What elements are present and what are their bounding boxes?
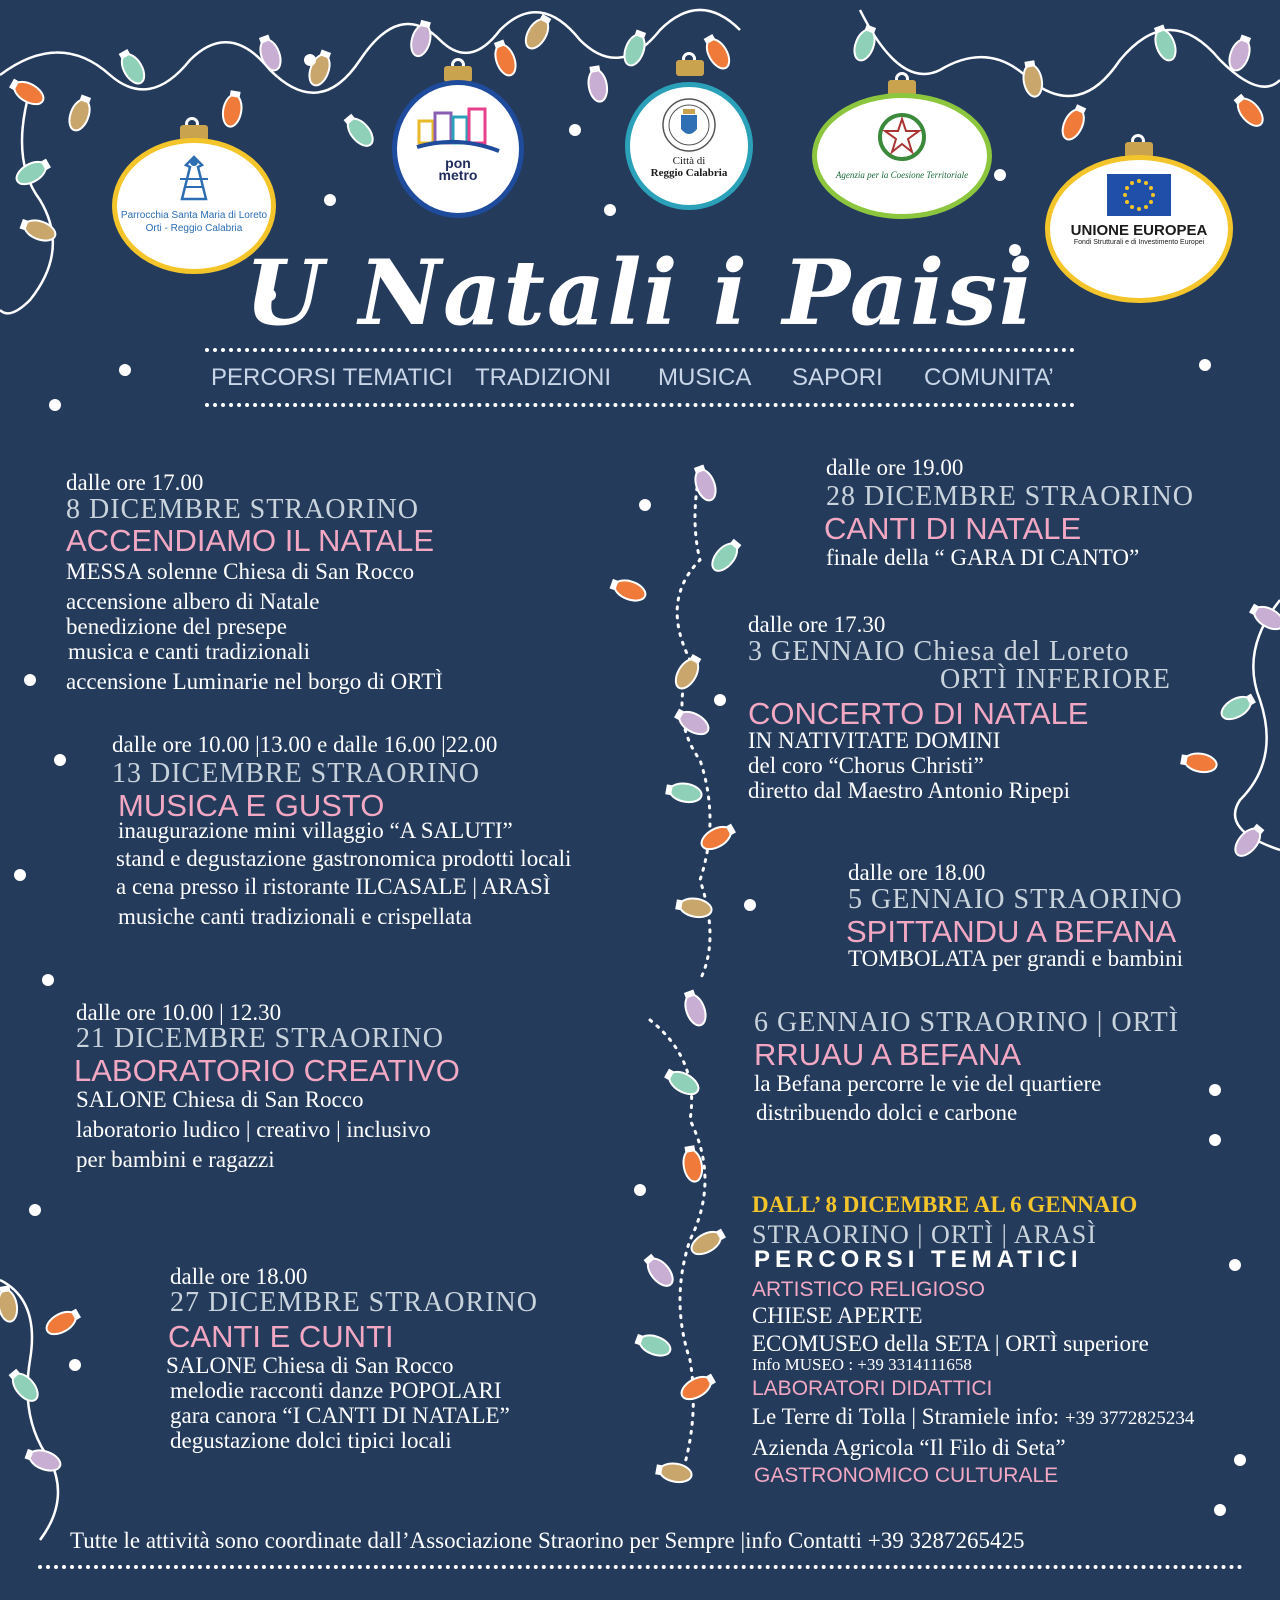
event-line: degustazione dolci tipici locali: [170, 1428, 452, 1453]
tagline-item: TRADIZIONI: [475, 364, 611, 391]
snow-dot: [1214, 1504, 1226, 1516]
light-bulb-icon: [708, 536, 745, 575]
tagline-item: COMUNITA’: [924, 364, 1054, 391]
percorsi-section-title: LABORATORI DIDATTICI: [752, 1377, 993, 1400]
light-bulb-icon: [608, 575, 648, 604]
snow-dot: [569, 124, 581, 136]
footer-credits: Tutte le attività sono coordinate dall’Associazione Straorino per Sempre |info Contatti +39 3287265425: [70, 1528, 1025, 1553]
event-line: inaugurazione mini villaggio “A SALUTI”: [118, 818, 513, 843]
percorsi-info: Info MUSEO : +39 3314111658: [752, 1355, 972, 1374]
snow-dot: [1209, 1134, 1221, 1146]
tagline-top-divider: [205, 348, 1075, 352]
event-line: del coro “Chorus Christi”: [748, 753, 984, 778]
event-date: 21 DICEMBRE STRAORINO: [76, 1023, 444, 1054]
event-title: ACCENDIAMO IL NATALE: [66, 523, 435, 558]
event-line: IN NATIVITATE DOMINI: [748, 728, 1001, 753]
snow-dot: [994, 169, 1006, 181]
event-line: laboratorio ludico | creativo | inclusivo: [76, 1117, 431, 1142]
agenzia-coesione-logo: [812, 93, 992, 219]
event-date: 8 DICEMBRE STRAORINO: [66, 494, 419, 525]
event-time: dalle ore 19.00: [826, 455, 964, 480]
event-line: accensione albero di Natale: [66, 589, 320, 614]
snow-dot: [54, 754, 66, 766]
event-5-gennaio: [848, 860, 1183, 971]
tagline: [205, 348, 1075, 408]
percorsi-line: CHIESE APERTE: [752, 1303, 923, 1328]
city-crest-icon: [661, 97, 717, 153]
event-date: 3 GENNAIO Chiesa del Loreto: [748, 636, 1130, 667]
event-line: distribuendo dolci e carbone: [756, 1100, 1018, 1125]
event-line: musiche canti tradizionali e crispellata: [118, 904, 472, 929]
light-bulb-icon: [700, 32, 734, 72]
light-bulb-icon: [521, 12, 555, 52]
event-27-dicembre: [166, 1264, 538, 1453]
snow-dot: [744, 899, 756, 911]
light-bulb-icon: [662, 1065, 702, 1099]
event-time: dalle ore 18.00: [170, 1264, 308, 1289]
light-bulb-icon: [1226, 33, 1255, 73]
light-bulb-icon: [585, 64, 609, 103]
event-13-dicembre: [112, 732, 571, 929]
citta-reggio-logo: [625, 82, 753, 210]
snow-dot: [714, 694, 726, 706]
percorsi-line: [752, 1404, 1194, 1431]
percorsi-places: STRAORINO | ORTÌ | ARASÌ: [752, 1220, 1097, 1249]
percorsi-tematici-section: [752, 1192, 1194, 1488]
event-line: diretto dal Maestro Antonio Ripepi: [748, 778, 1070, 803]
madonna-monogram-icon: [172, 155, 216, 205]
event-line: SALONE Chiesa di San Rocco: [76, 1087, 364, 1112]
event-line: benedizione del presepe: [66, 614, 287, 639]
percorsi-heading: PERCORSI TEMATICI: [754, 1246, 1083, 1273]
tagline-item: MUSICA: [658, 364, 752, 391]
snow-dot: [1199, 359, 1211, 371]
event-3-gennaio: [748, 612, 1171, 803]
light-bulb-icon: [6, 1366, 43, 1405]
event-line: la Befana percorre le vie del quartiere: [754, 1071, 1102, 1096]
snow-dot: [324, 194, 336, 206]
light-bulb-icon: [664, 780, 703, 804]
tagline-item: PERCORSI TEMATICI: [211, 364, 453, 391]
light-bulb-icon: [1218, 690, 1258, 724]
event-line: TOMBOLATA per grandi e bambini: [848, 946, 1184, 971]
ornament-cap: [676, 60, 704, 76]
light-bulb-icon: [672, 705, 712, 739]
ue-subtitle: Fondi Strutturali e di Investimento Europei: [1073, 239, 1205, 246]
citta-line2: Reggio Calabria: [650, 167, 728, 179]
light-string-wire: [860, 10, 1280, 96]
light-bulb-icon: [671, 652, 705, 692]
snow-dot: [29, 1204, 41, 1216]
event-title: LABORATORIO CREATIVO: [74, 1053, 460, 1088]
light-bulb-icon: [1231, 91, 1268, 130]
ponmetro-line1: pon: [445, 155, 471, 171]
event-time: dalle ore 10.00 | 12.30: [76, 1000, 282, 1025]
percorsi-line-text: Le Terre di Tolla | Stramiele info:: [752, 1404, 1060, 1429]
event-line: accensione Luminarie nel borgo di ORTÌ: [66, 669, 443, 694]
light-bulb-icon: [1231, 821, 1268, 860]
light-bulb-icon: [674, 895, 713, 919]
event-line: MESSA solenne Chiesa di San Rocco: [66, 559, 415, 584]
percorsi-section-title: GASTRONOMICO CULTURALE: [754, 1464, 1059, 1487]
snow-dot: [1209, 1084, 1221, 1096]
event-line: per bambini e ragazzi: [76, 1147, 275, 1172]
snow-dot: [604, 204, 616, 216]
event-time: dalle ore 17.30: [748, 612, 886, 637]
percorsi-line: ECOMUSEO della SETA | ORTÌ superiore: [752, 1331, 1149, 1356]
parish-name: Parrocchia Santa Maria di Loreto: [120, 210, 268, 221]
event-title: CANTI DI NATALE: [824, 511, 1082, 546]
event-title: CANTI E CUNTI: [168, 1319, 394, 1354]
light-bulb-icon: [621, 28, 650, 68]
event-date-place: ORTÌ INFERIORE: [940, 664, 1171, 695]
event-time: dalle ore 10.00 |13.00 e dalle 16.00 |22.00: [112, 732, 498, 757]
event-28-dicembre: [826, 455, 1194, 570]
snow-dot: [639, 499, 651, 511]
citta-line1: Città di: [672, 155, 706, 167]
event-6-gennaio: [754, 1007, 1179, 1125]
tagline-bottom-divider: [205, 403, 1075, 407]
event-line: musica e canti tradizionali: [68, 639, 311, 664]
city-skyline-icon: [413, 105, 503, 155]
percorsi-phone: +39 3772825234: [1064, 1408, 1195, 1429]
light-bulb-icon: [43, 1305, 83, 1339]
eu-flag-icon: [1107, 174, 1171, 216]
event-time: dalle ore 17.00: [66, 470, 204, 495]
parish-location: Orti - Reggio Calabria: [145, 223, 243, 234]
event-line: melodie racconti danze POPOLARI: [170, 1378, 502, 1403]
light-bulb-icon: [255, 33, 284, 73]
light-bulb-icon: [490, 38, 519, 78]
light-bulb-icon: [698, 820, 738, 854]
snow-dot: [119, 364, 131, 376]
snow-dot: [69, 1359, 81, 1371]
event-date: 13 DICEMBRE STRAORINO: [112, 758, 480, 789]
ponmetro-logo: [392, 80, 524, 218]
event-date: 27 DICEMBRE STRAORINO: [170, 1287, 538, 1318]
snow-dot: [304, 54, 316, 66]
percorsi-period: DALL’ 8 DICEMBRE AL 6 GENNAIO: [752, 1192, 1138, 1217]
light-bulb-icon: [680, 988, 709, 1028]
footer-divider: [38, 1565, 1243, 1569]
event-date: 6 GENNAIO STRAORINO | ORTÌ: [754, 1007, 1180, 1038]
event-line: gara canora “I CANTI DI NATALE”: [170, 1403, 510, 1428]
event-8-dicembre: [66, 470, 443, 694]
light-bulb-icon: [341, 111, 378, 150]
light-bulb-icon: [1020, 59, 1044, 98]
light-bulb-icon: [851, 23, 880, 63]
snow-dot: [24, 674, 36, 686]
percorsi-section-title: ARTISTICO RELIGIOSO: [752, 1278, 985, 1301]
light-bulb-icon: [221, 89, 245, 128]
light-bulb-icon: [641, 1251, 678, 1290]
light-bulb-icon: [66, 93, 95, 133]
event-title: SPITTANDU A BEFANA: [846, 914, 1177, 949]
event-line: a cena presso il ristorante ILCASALE | ARASÌ: [116, 874, 551, 899]
light-bulb-icon: [13, 155, 53, 189]
light-bulb-icon: [678, 1370, 718, 1404]
snow-dot: [1234, 1454, 1246, 1466]
event-date: 5 GENNAIO STRAORINO: [848, 884, 1183, 915]
event-title: RRUAU A BEFANA: [754, 1037, 1022, 1072]
snow-dot: [1229, 1259, 1241, 1271]
light-string-wire: [1235, 600, 1280, 850]
event-line: finale della “ GARA DI CANTO”: [826, 545, 1140, 570]
snow-dot: [14, 869, 26, 881]
event-date: 28 DICEMBRE STRAORINO: [826, 481, 1194, 512]
event-title: MUSICA E GUSTO: [118, 788, 385, 823]
tagline-item: SAPORI: [792, 364, 883, 391]
event-line: stand e degustazione gastronomica prodotti locali: [116, 846, 572, 871]
percorsi-line: Azienda Agricola “Il Filo di Seta”: [752, 1435, 1066, 1460]
light-bulb-icon: [1179, 750, 1218, 774]
light-bulb-icon: [654, 1460, 693, 1484]
snow-dot: [49, 399, 61, 411]
agenzia-name: Agenzia per la Coesione Territoriale: [835, 170, 969, 180]
event-time: dalle ore 18.00: [848, 860, 986, 885]
event-title: CONCERTO DI NATALE: [748, 696, 1089, 731]
light-bulb-icon: [633, 1330, 673, 1359]
light-bulb-icon: [1058, 103, 1090, 143]
event-line: SALONE Chiesa di San Rocco: [166, 1353, 454, 1378]
ponmetro-line2: metro: [438, 167, 478, 183]
snow-dot: [634, 1184, 646, 1196]
italian-republic-emblem-icon: [875, 110, 929, 164]
page-title: U Natali i Paisi: [244, 240, 1036, 346]
ue-title: UNIONE EUROPEA: [1070, 222, 1208, 239]
snow-dot: [42, 974, 54, 986]
event-21-dicembre: [76, 1000, 460, 1172]
